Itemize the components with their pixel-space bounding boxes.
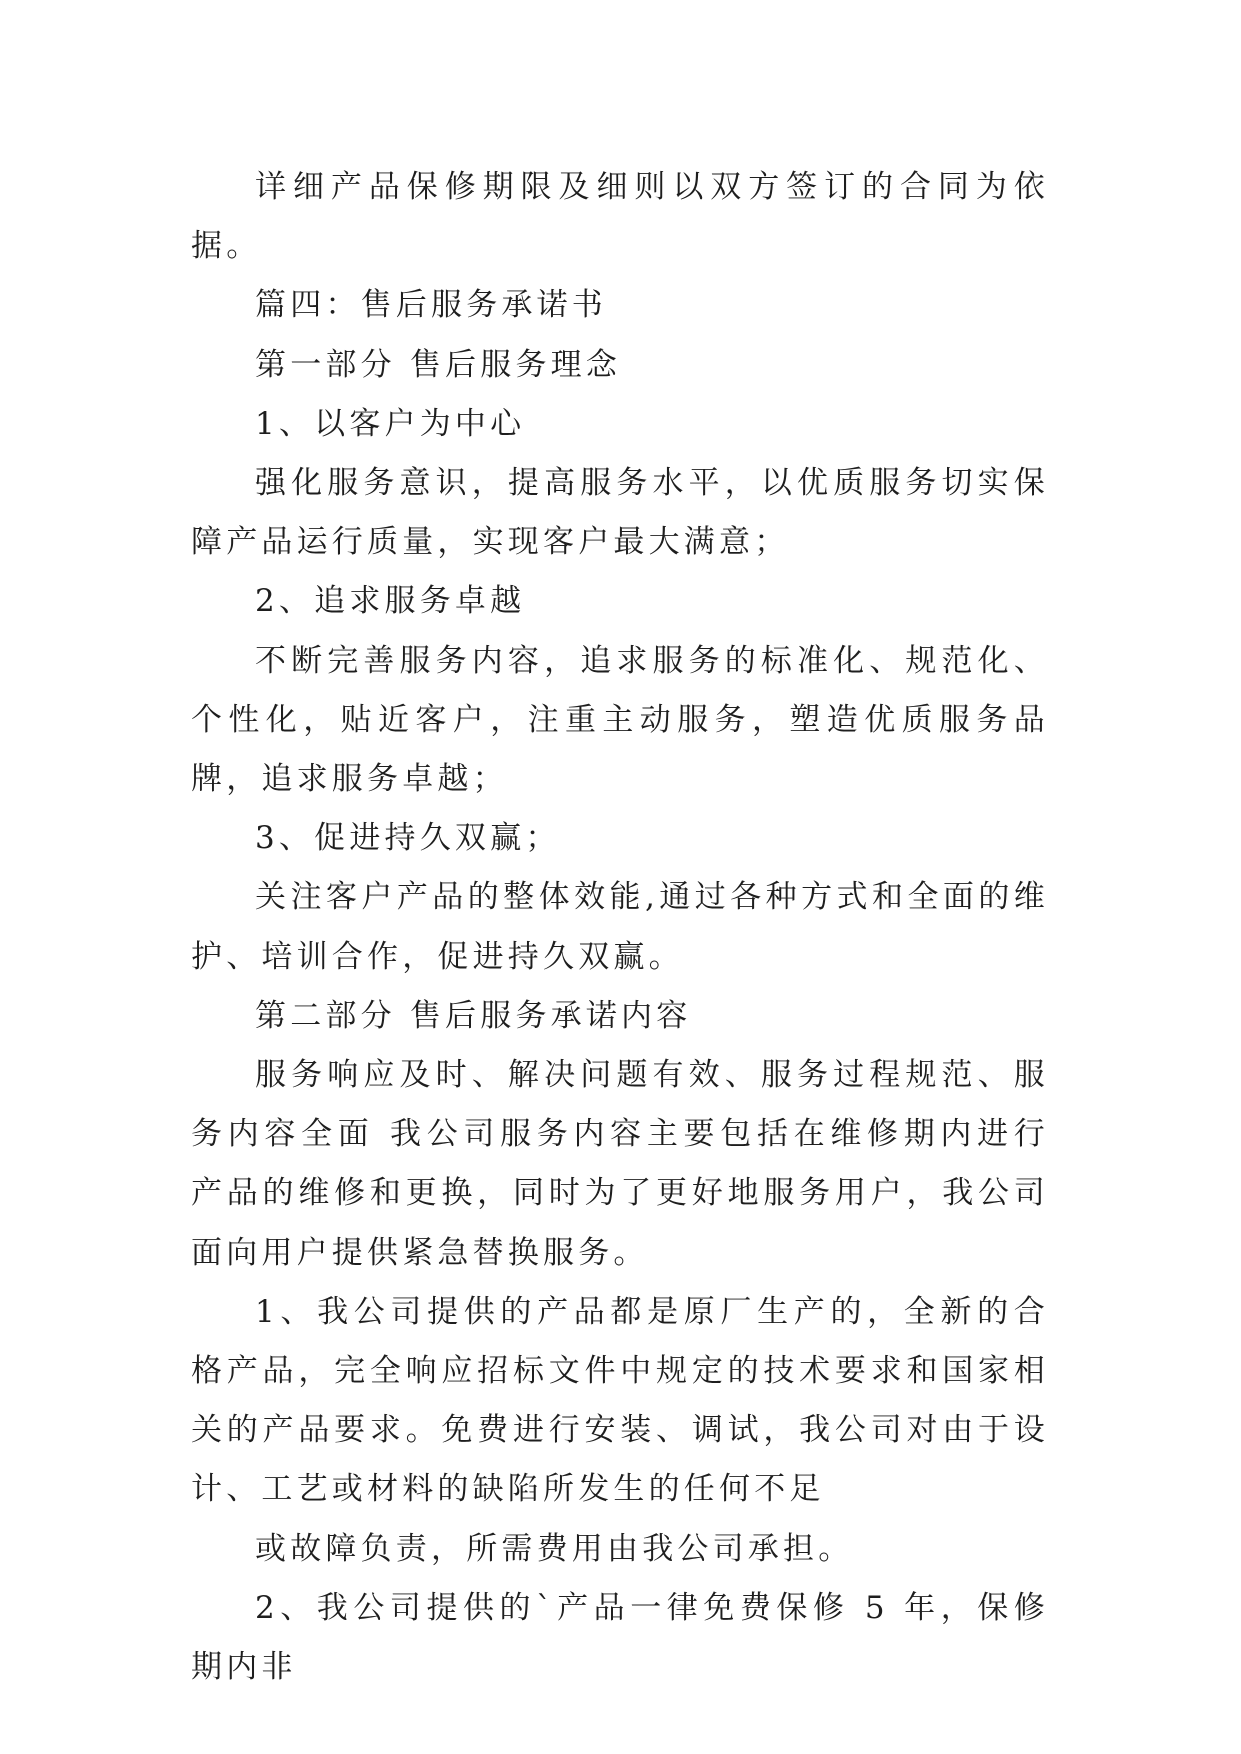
heading-part-one: 第一部分 售后服务理念 [255,346,622,383]
paragraph-service-awareness: 强化服务意识，提高服务水平，以优质服务切实保障产品运行质量，实现客户最大满意； [191,465,1049,561]
paragraph-free-warranty: 2、我公司提供的`产品一律免费保修 5 年，保修期内非 [191,1589,1049,1686]
document-page [191,158,1049,1697]
paragraph-fault-responsibility: 或故障负责，所需费用由我公司承担。 [255,1530,854,1567]
paragraph-original-products: 1、我公司提供的产品都是原厂生产的，全新的合格产品，完全响应招标文件中规定的技术要求和国家相关的产品要求。免费进行安装、调试，我公司对由于设计、工艺或材料的缺陷所发生的任何不足 [191,1293,1049,1508]
paragraph-improve-service: 不断完善服务内容，追求服务的标准化、规范化、个性化，贴近客户，注重主动服务，塑造优质服务品牌，追求服务卓越； [191,642,1049,798]
item-customer-centered: 1、以客户为中心 [255,405,526,442]
paragraph-service-content: 服务响应及时、解决问题有效、服务过程规范、服务内容全面 我公司服务内容主要包括在维修期内进行产品的维修和更换，同时为了更好地服务用户，我公司面向用户提供紧急替换服务。 [191,1057,1049,1271]
heading-part-two: 第二部分 售后服务承诺内容 [255,997,692,1034]
paragraph-product-efficiency: 关注客户产品的整体效能,通过各种方式和全面的维护、培训合作，促进持久双赢。 [191,879,1049,975]
paragraph-warranty-basis: 详细产品保修期限及细则以双方签订的合同为依据。 [191,169,1049,265]
item-win-win: 3、促进持久双赢； [255,820,561,857]
section-title-part-four: 篇四：售后服务承诺书 [255,287,607,324]
item-pursue-excellence: 2、追求服务卓越 [255,583,526,620]
